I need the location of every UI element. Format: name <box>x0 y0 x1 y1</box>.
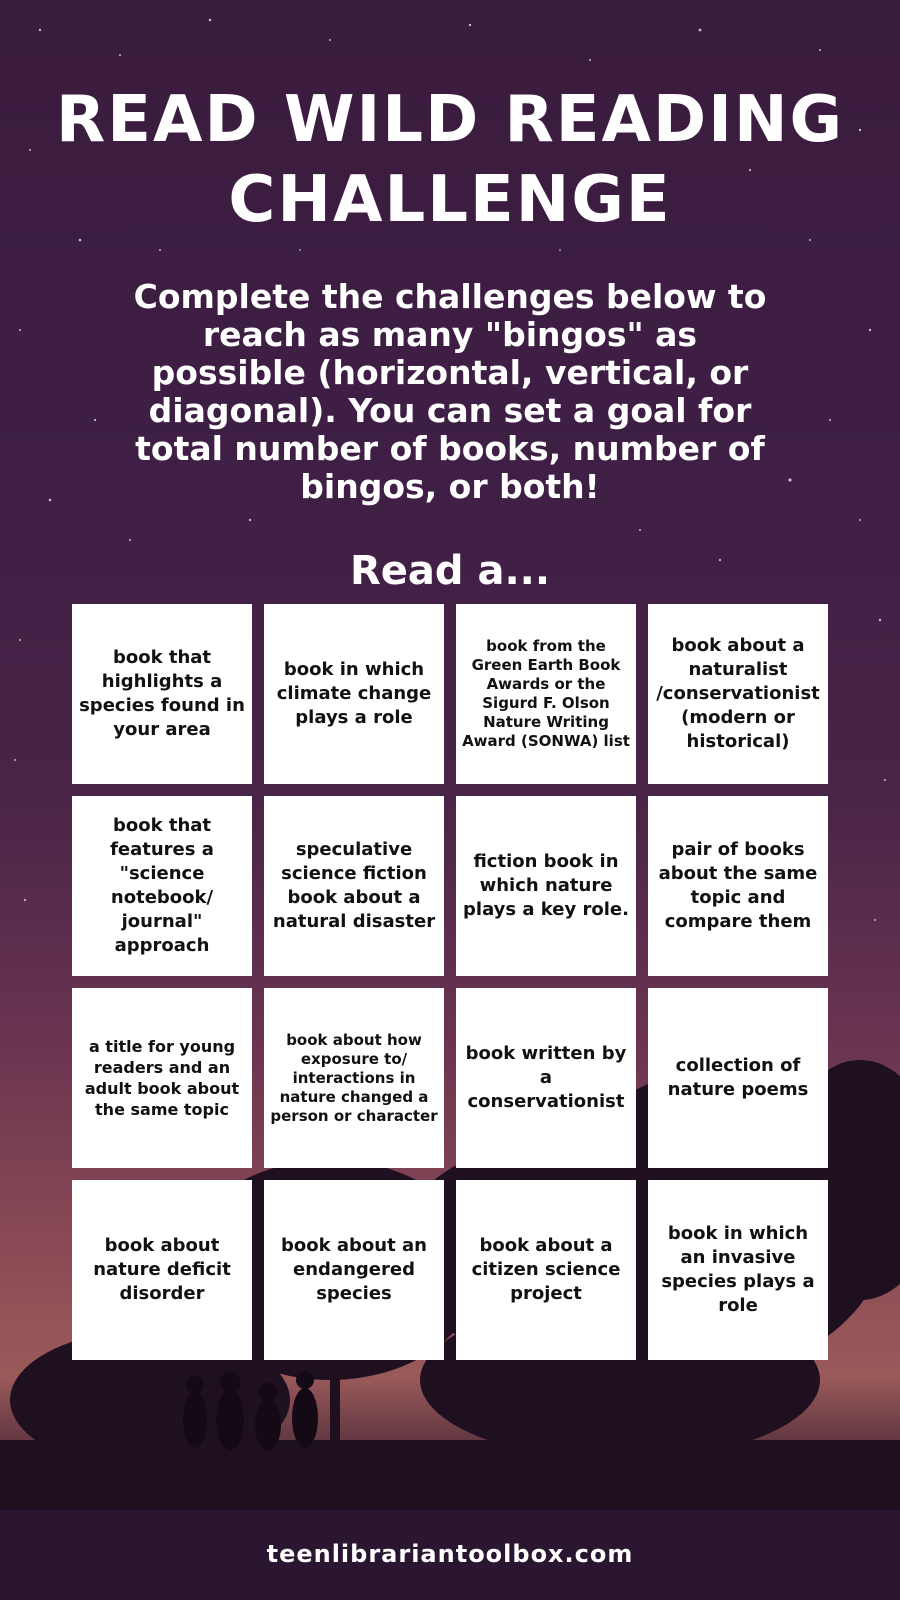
title-line-1: READ WILD READING <box>55 83 845 157</box>
bingo-cell-label: fiction book in which nature plays a key role. <box>463 851 629 920</box>
bingo-cell <box>456 1180 636 1360</box>
title-line-2: CHALLENGE <box>228 163 672 237</box>
bingo-cell <box>648 796 828 976</box>
bingo-cell <box>264 604 444 784</box>
bingo-cell-label: pair of books about the same topic and compare them <box>658 839 818 932</box>
bingo-cell-label: book about nature deficit disorder <box>93 1235 231 1304</box>
bingo-cell-label: book about how exposure to/ interactions in nature changed a person or character <box>270 1030 438 1125</box>
bingo-cell <box>72 796 252 976</box>
bingo-cell <box>456 796 636 976</box>
bingo-cell-label: book in which an invasive species plays a role <box>661 1223 815 1316</box>
bingo-cell-label: book that highlights a species found in your area <box>79 647 245 740</box>
bingo-cell-label: book written by a conservationist <box>465 1043 627 1112</box>
bingo-cell <box>72 604 252 784</box>
bingo-cell <box>264 988 444 1168</box>
bingo-cell-label: book about an endangered species <box>281 1235 427 1304</box>
bingo-cell <box>648 1180 828 1360</box>
instructions-text: Complete the challenges below to reach as many "bingos" as possible (horizontal, vertical, or diagonal). You can set a goal for total number of books, number of bingos, or both! <box>133 277 767 506</box>
bingo-cell <box>456 988 636 1168</box>
bingo-cell <box>264 1180 444 1360</box>
bingo-cell <box>72 988 252 1168</box>
bingo-cell <box>648 604 828 784</box>
bingo-cell <box>648 988 828 1168</box>
page-title <box>0 80 900 240</box>
grid-heading: Read a... <box>349 548 551 594</box>
bingo-cell-label: book about a citizen science project <box>471 1235 621 1304</box>
bingo-cell <box>264 796 444 976</box>
bingo-cell <box>456 604 636 784</box>
bingo-cell-label: collection of nature poems <box>667 1055 809 1100</box>
bingo-cell <box>72 1180 252 1360</box>
bingo-cell-label: a title for young readers and an adult book about the same topic <box>84 1037 240 1119</box>
bingo-cell-label: speculative science fiction book about a natural disaster <box>272 839 436 932</box>
bingo-cell-label: book from the Green Earth Book Awards or the Sigurd F. Olson Nature Writing Award (SONWA) list <box>462 637 630 750</box>
bingo-cell-label: book about a naturalist /conservationist (modern or historical) <box>656 635 820 752</box>
footer-url: teenlibrariantoolbox.com <box>266 1540 634 1568</box>
bingo-cell-label: book that features a "science notebook/ journal" approach <box>110 815 214 956</box>
bingo-grid <box>72 604 828 1360</box>
bingo-cell-label: book in which climate change plays a role <box>276 659 432 728</box>
